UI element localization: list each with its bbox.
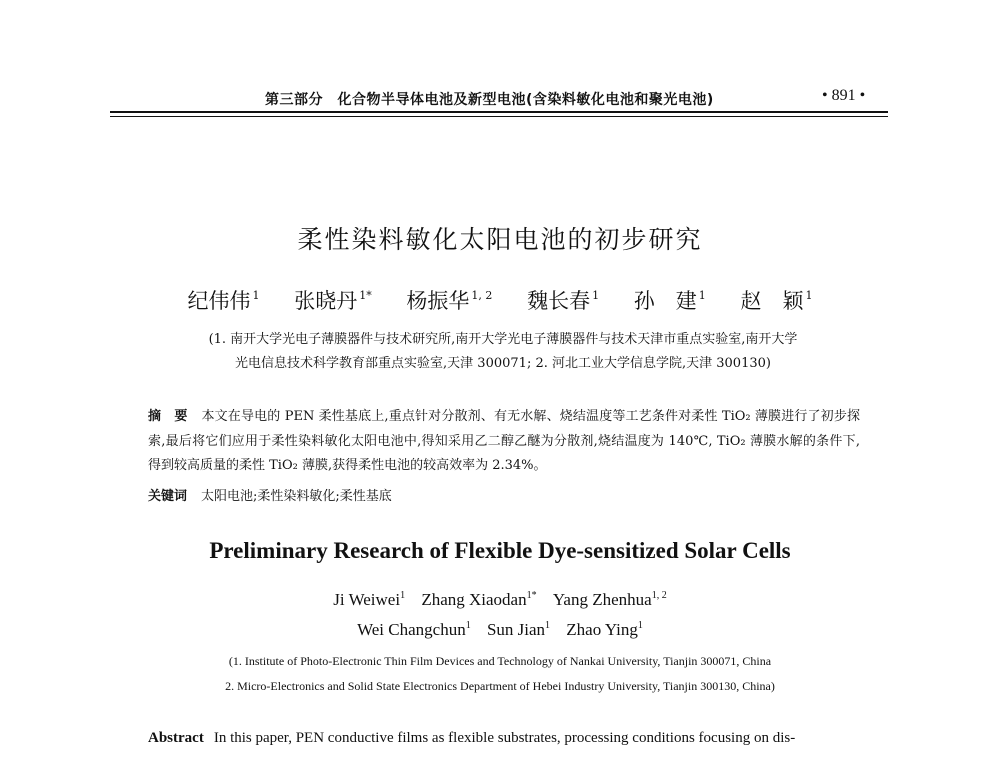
author-name: 纪伟伟 (187, 289, 251, 313)
author-name: Zhang Xiaodan (421, 590, 527, 609)
authors-cn (0, 285, 1000, 315)
keywords-cn-label: 关键词 (148, 489, 188, 504)
author-cn (740, 289, 812, 313)
affiliation-en-line: (1. Institute of Photo-Electronic Thin Film Devices and Technology of Nankai University, Tianjin 300071, China (228, 654, 772, 668)
author-name: Zhao Ying (566, 620, 638, 639)
author-en (357, 620, 471, 639)
author-en (553, 590, 667, 609)
author-affil-mark: 1 (592, 289, 600, 302)
author-en (421, 590, 536, 609)
author-cn (406, 289, 492, 313)
keywords-cn (148, 485, 392, 504)
author-name: Sun Jian (486, 620, 546, 639)
abstract-cn-label: 摘 要 (148, 409, 188, 424)
abstract-en-text: In this paper, PEN conductive films as flexible substrates, processing conditions focusing on dis- (213, 730, 796, 746)
abstract-cn (148, 405, 860, 479)
affiliation-en-line: 2. Micro-Electronics and Solid State Electronics Department of Hebei Industry University, Tianjin 300130, China) (225, 679, 775, 693)
keywords-cn-text: 太阳电池;柔性染料敏化;柔性基底 (201, 489, 392, 504)
paper-title-en: Preliminary Research of Flexible Dye-sensitized Solar Cells (209, 538, 791, 563)
authors-en-line-2 (0, 620, 1000, 640)
author-name: 孙 建 (633, 289, 697, 313)
author-affil-mark: 1, 2 (471, 289, 493, 302)
header-rule-thin (110, 116, 888, 117)
affiliation-cn-line: (1. 南开大学光电子薄膜器件与技术研究所,南开大学光电子薄膜器件与技术天津市重点实验室,南开大学 (208, 332, 798, 347)
author-affil-mark: 1 (545, 620, 551, 631)
authors-en-line-1 (0, 590, 1000, 610)
author-cn (634, 289, 706, 313)
abstract-en-label: Abstract (148, 730, 204, 746)
author-affil-mark: 1 (252, 289, 260, 302)
author-affil-mark: 1 (805, 289, 813, 302)
author-name: 赵 颖 (740, 289, 804, 313)
author-name: 杨振华 (406, 289, 470, 313)
abstract-cn-text: 本文在导电的 PEN 柔性基底上,重点针对分散剂、有无水解、烧结温度等工艺条件对柔性 TiO₂ 薄膜进行了初步探索,最后将它们应用于柔性染料敏化太阳电池中,得知采用乙二醇乙醚为分散剂,烧结温度为 140℃, TiO₂ 薄膜水解的条件下,得到较高质量的柔性 TiO₂ 薄膜,获得柔性电池的较高效率为 2.34%。 (148, 409, 860, 473)
author-cn (527, 289, 599, 313)
affiliation-cn (148, 328, 858, 376)
author-affil-mark: 1, 2 (651, 590, 667, 601)
author-en (566, 620, 643, 639)
author-en (487, 620, 550, 639)
header-rule-thick (110, 111, 888, 113)
author-name: Ji Weiwei (333, 590, 401, 609)
author-affil-mark: 1* (359, 289, 372, 302)
author-cn (294, 289, 372, 313)
paper-title-cn: 柔性染料敏化太阳电池的初步研究 (297, 225, 703, 254)
author-name: 张晓丹 (294, 289, 358, 313)
author-affil-mark: 1 (698, 289, 706, 302)
running-head-title: 第三部分 化合物半导体电池及新型电池(含染料敏化电池和聚光电池) (265, 92, 714, 108)
author-cn (188, 289, 260, 313)
author-affil-mark: 1 (637, 620, 643, 631)
abstract-en (148, 730, 860, 747)
author-affil-mark: 1* (526, 590, 537, 601)
author-name: Yang Zhenhua (552, 590, 652, 609)
author-name: Wei Changchun (357, 620, 466, 639)
affiliation-cn-line: 光电信息技术科学教育部重点实验室,天津 300071; 2. 河北工业大学信息学院,天津 300130) (235, 356, 771, 371)
author-affil-mark: 1 (465, 620, 471, 631)
author-en (333, 590, 405, 609)
page-number: • 891 • (822, 87, 866, 104)
author-affil-mark: 1 (400, 590, 406, 601)
author-name: 魏长春 (527, 289, 591, 313)
